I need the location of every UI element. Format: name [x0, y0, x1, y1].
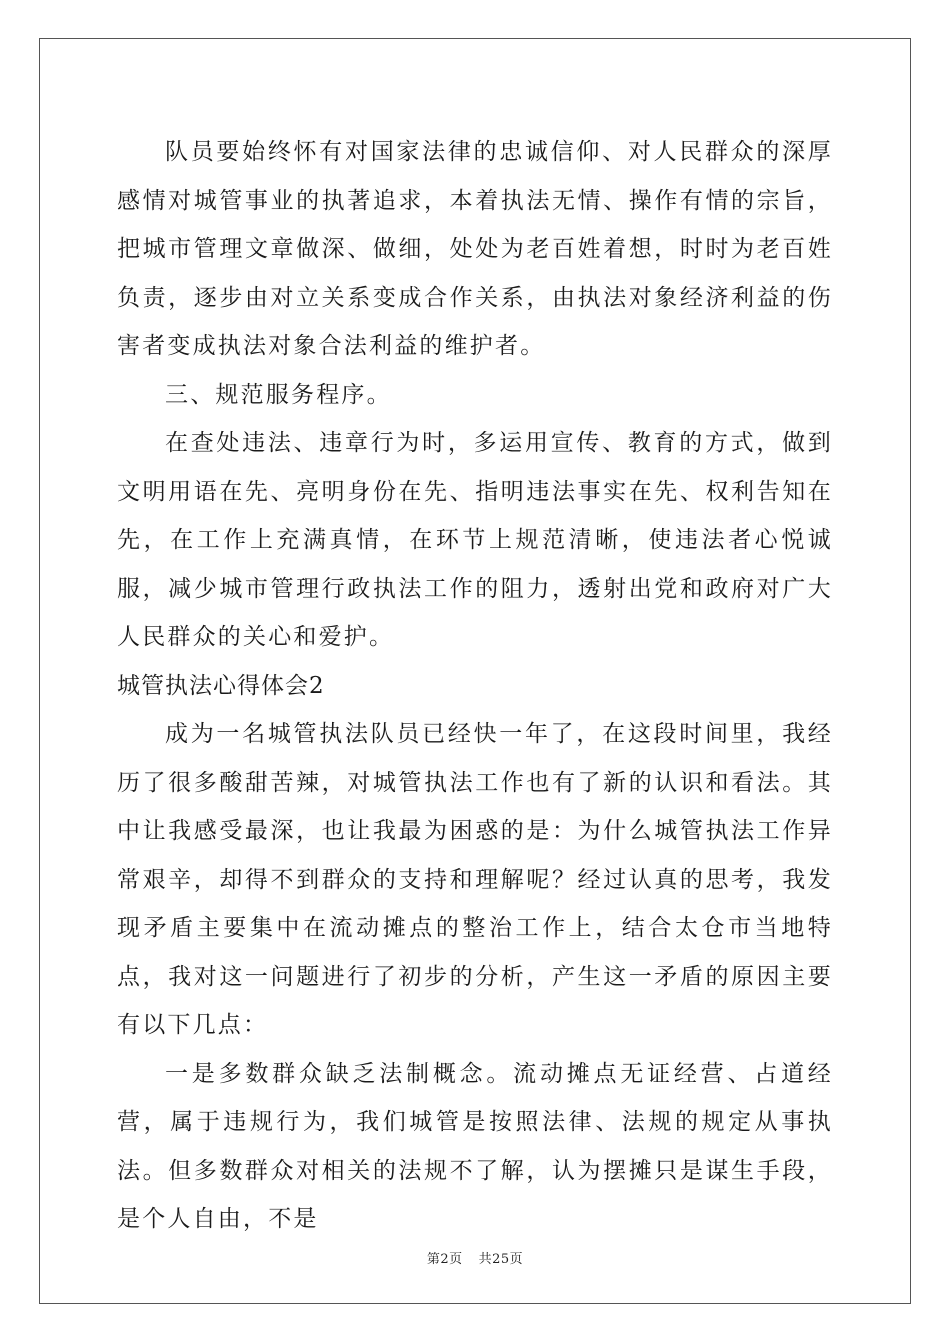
page-total: 共25页 — [478, 1252, 524, 1267]
paragraph-1: 队员要始终怀有对国家法律的忠诚信仰、对人民群众的深厚感情对城管事业的执著追求，本着执法无情、操作有情的宗旨，把城市管理文章做深、做细，处处为老百姓着想，时时为老百姓负责，逐步由对立关系变成合作关系，由执法对象经济利益的伤害者变成执法对象合法利益的维护者。 — [117, 139, 833, 359]
section-title: 城管执法心得体会2 — [117, 672, 325, 699]
paragraph-3: 在查处违法、违章行为时，多运用宣传、教育的方式，做到文明用语在先、亮明身份在先、指明违法事实在先、权利告知在先，在工作上充满真情，在环节上规范清晰，使违法者心悦诚服，减少城市管理行政执法工作的阻力，透射出党和政府对广大人民群众的关心和爱护。 — [117, 430, 833, 650]
document-body — [117, 128, 833, 1244]
paragraph-2-subheading: 三、规范服务程序。 — [165, 381, 392, 408]
page-number: 第2页 — [426, 1252, 463, 1267]
page-footer — [0, 1248, 950, 1267]
section-paragraph-1: 成为一名城管执法队员已经快一年了，在这段时间里，我经历了很多酸甜苦辣，对城管执法工作也有了新的认识和看法。其中让我感受最深，也让我最为困惑的是：为什么城管执法工作异常艰辛，却得不到群众的支持和理解呢？经过认真的思考，我发现矛盾主要集中在流动摊点的整治工作上，结合太仓市当地特点，我对这一问题进行了初步的分析，产生这一矛盾的原因主要有以下几点： — [117, 721, 833, 1038]
section-paragraph-2: 一是多数群众缺乏法制概念。流动摊点无证经营、占道经营，属于违规行为，我们城管是按照法律、法规的规定从事执法。但多数群众对相关的法规不了解，认为摆摊只是谋生手段，是个人自由，不是 — [117, 1060, 833, 1232]
